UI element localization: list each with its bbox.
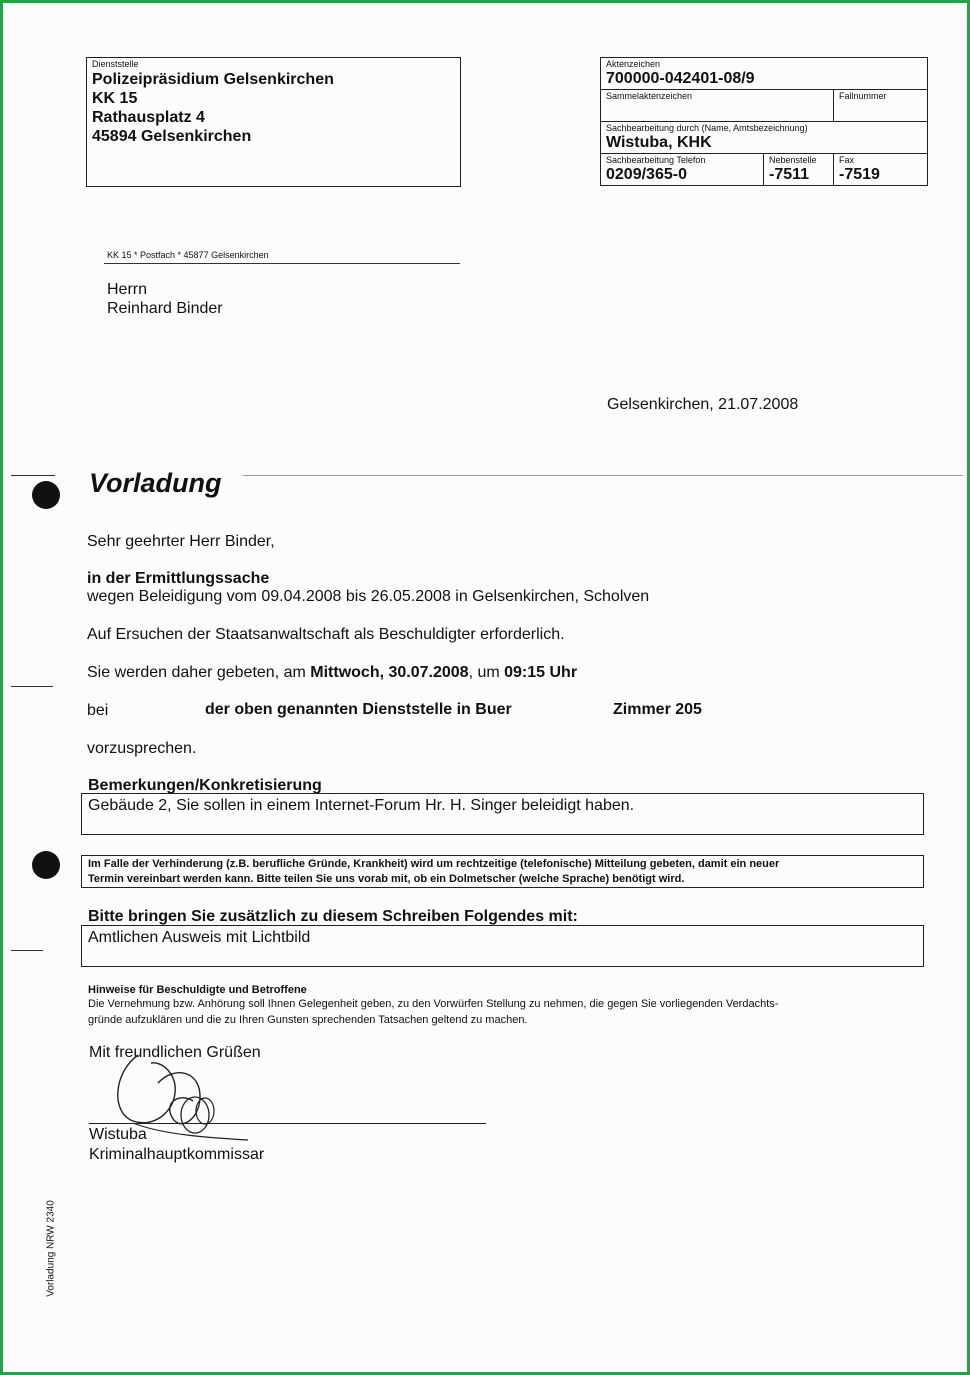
case-heading: in der Ermittlungssache [87,570,270,587]
document-title: Vorladung [89,468,222,498]
greeting: Sehr geehrter Herr Binder, [87,533,275,550]
nebenstelle-label: Nebenstelle [769,155,817,165]
fax-cell [834,154,927,185]
bring-text: Amtlichen Ausweis mit Lichtbild [88,929,311,946]
return-address-rule [104,263,460,264]
sender-name: Polizeipräsidium Gelsenkirchen [92,71,334,88]
closing-verb: vorzusprechen. [87,740,197,757]
fallnummer-label: Fallnummer [839,91,887,101]
aktenzeichen-label: Aktenzeichen [606,59,661,69]
sender-unit: KK 15 [92,90,138,107]
bring-heading: Bitte bringen Sie zusätzlich zu diesem Schreiben Folgendes mit: [88,908,578,925]
return-address: KK 15 * Postfach * 45877 Gelsenkirchen [107,250,269,260]
sammel-cell [601,90,834,122]
prevention-line-2: Termin vereinbart werden kann. Bitte teilen Sie uns vorab mit, ob ein Dolmetscher (welche Sprache) benötigt wird. [88,873,685,885]
appointment-line [87,664,577,682]
remarks-text: Gebäude 2, Sie sollen in einem Internet-Forum Hr. H. Singer beleidigt haben. [88,797,635,814]
recipient-name: Reinhard Binder [107,300,223,317]
punch-hole-top [32,481,60,509]
bearbeiter-cell [601,122,927,154]
punch-hole-middle [32,851,60,879]
signer-title: Kriminalhauptkommissar [89,1146,265,1163]
remarks-heading: Bemerkungen/Konkretisierung [88,777,322,794]
fold-mark-lower [11,950,43,951]
bearbeiter-label: Sachbearbeitung durch (Name, Amtsbezeichnung) [606,123,808,133]
fold-mark-top [11,475,55,476]
sammel-label: Sammelaktenzeichen [606,91,693,101]
nebenstelle-value: -7511 [769,166,810,183]
signer-name: Wistuba [89,1126,147,1143]
telefon-value: 0209/365-0 [606,166,687,183]
prevention-box [81,855,924,888]
case-text: wegen Beleidigung vom 09.04.2008 bis 26.05.2008 in Gelsenkirchen, Scholven [87,588,650,605]
reference-box [600,57,928,186]
title-rule-right [243,475,963,476]
aktenzeichen-cell [601,58,927,90]
hints-line-2: gründe aufzuklären und die zu Ihren Gunsten sprechenden Tatsachen geltend zu machen. [88,1014,528,1026]
location-place: der oben genannten Dienststelle in Buer [205,701,512,718]
bearbeiter-value: Wistuba, KHK [606,134,712,151]
regards: Mit freundlichen Grüßen [89,1044,261,1061]
date-line: Gelsenkirchen, 21.07.2008 [607,396,799,413]
sender-box [86,57,461,187]
bring-box [81,925,924,967]
aktenzeichen-value: 700000-042401-08/9 [606,70,755,87]
prevention-line-1: Im Falle der Verhinderung (z.B. berufliche Gründe, Krankheit) wird um rechtzeitige (telefonische) Mitteilung gebeten, damit ein neuer [88,858,780,870]
form-id: Vorladung NRW 2340 [45,1200,57,1297]
sender-street: Rathausplatz 4 [92,109,205,126]
appointment-time: 09:15 Uhr [504,664,578,681]
location-room: Zimmer 205 [613,701,702,718]
sender-city: 45894 Gelsenkirchen [92,128,252,145]
fax-label: Fax [839,155,855,165]
recipient-salutation: Herrn [107,281,148,298]
fallnummer-cell [834,90,927,122]
hints-heading: Hinweise für Beschuldigte und Betroffene [88,984,307,996]
location-prefix: bei [87,702,109,719]
remarks-box [81,793,924,835]
letter-page [3,3,967,1372]
fax-value: -7519 [839,166,880,183]
sender-label: Dienststelle [92,59,139,69]
nebenstelle-cell [764,154,834,185]
hints-line-1: Die Vernehmung bzw. Anhörung soll Ihnen Gelegenheit geben, zu den Vorwürfen Stellung zu nehmen, die gegen Sie vorliegenden Verdachts- [88,998,779,1010]
appointment-mid: , um [468,664,505,681]
telefon-label: Sachbearbeitung Telefon [606,155,706,165]
telefon-cell [601,154,764,185]
appointment-day: Mittwoch, 30.07.2008 [310,664,469,681]
appointment-prefix: Sie werden daher gebeten, am [87,664,311,681]
request-text: Auf Ersuchen der Staatsanwaltschaft als Beschuldigter erforderlich. [87,626,565,643]
signature-line [89,1123,486,1124]
fold-mark-middle [11,686,53,687]
